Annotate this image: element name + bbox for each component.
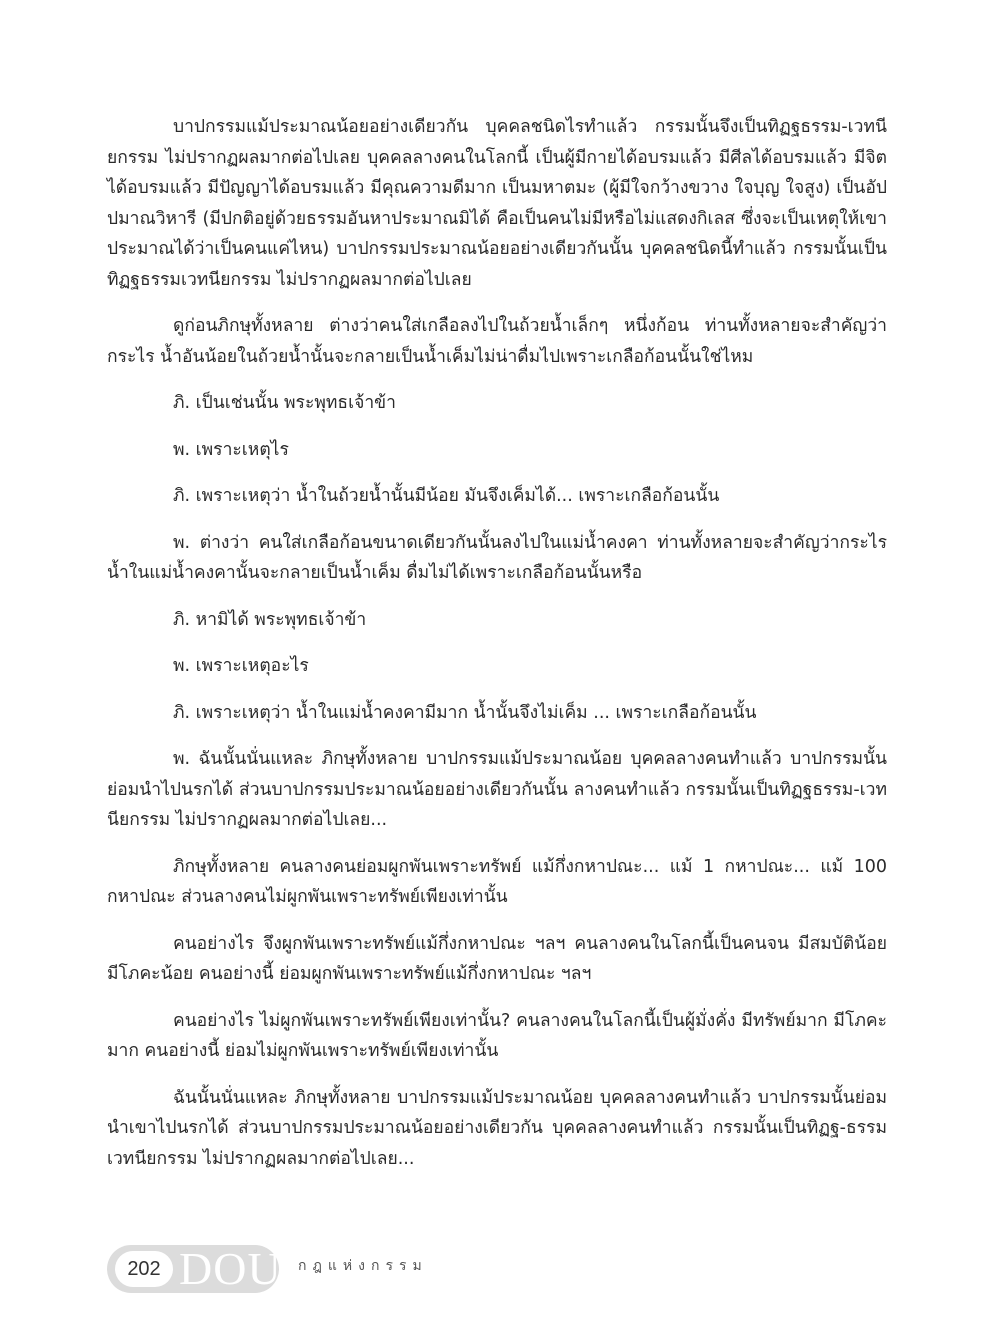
dialogue-line: ภิ. เพราะเหตุว่า น้ำในแม่น้ำคงคามีมาก น้ำนั้นจึงไม่เค็ม ... เพราะเกลือก้อนนั้น bbox=[173, 702, 757, 723]
dialogue-line: ภิ. หามิได้ พระพุทธเจ้าข้า bbox=[173, 609, 367, 630]
dialogue-line: พ. เพราะเหตุไร bbox=[173, 439, 289, 460]
paragraph: คนอย่างไร ไม่ผูกพันเพราะทรัพย์เพียงเท่านั้น? คนลางคนในโลกนี้เป็นผู้มั่งคั่ง มีทรัพย์มาก มีโภคะมาก คนอย่างนี้ ย่อมไม่ผูกพันเพราะทรัพย์เพียงเท่านั้น bbox=[107, 1010, 887, 1061]
dou-logo: DOU bbox=[179, 1243, 282, 1294]
paragraph: ดูก่อนภิกษุทั้งหลาย ต่างว่าคนใส่เกลือลงไปในถ้วยน้ำเล็กๆ หนึ่งก้อน ท่านทั้งหลายจะสำคัญว่ากระไร น้ำอันน้อยในถ้วยน้ำนั้นจะกลายเป็นน้ำเค็มไม่น่าดื่มไปเพราะเกลือก้อนนั้นใช่ไหม bbox=[107, 316, 887, 367]
page-body bbox=[107, 112, 887, 1190]
book-title: กฎแห่งกรรม bbox=[298, 1258, 428, 1274]
page-footer bbox=[107, 1245, 287, 1293]
paragraph: พ. ต่างว่า คนใส่เกลือก้อนขนาดเดียวกันนั้นลงไปในแม่น้ำคงคา ท่านทั้งหลายจะสำคัญว่ากระไร น้ำในแม่น้ำคงคานั้นจะกลายเป็นน้ำเค็ม ดื่มไม่ได้เพราะเกลือก้อนนั้นหรือ bbox=[107, 532, 887, 583]
page-number: 202 bbox=[115, 1251, 173, 1287]
dialogue-line: ภิ. เพราะเหตุว่า น้ำในถ้วยน้ำนั้นมีน้อย มันจึงเค็มได้... เพราะเกลือก้อนนั้น bbox=[173, 486, 720, 506]
paragraph: คนอย่างไร จึงผูกพันเพราะทรัพย์แม้กึ่งกหาปณะ ฯลฯ คนลางคนในโลกนี้เป็นคนจน มีสมบัติน้อย มีโภคะน้อย คนอย่างนี้ ย่อมผูกพันเพราะทรัพย์แม้กึ่งกหาปณะ ฯลฯ bbox=[107, 933, 887, 984]
dialogue-line: พ. เพราะเหตุอะไร bbox=[173, 656, 309, 676]
paragraph: พ. ฉันนั้นนั่นแหละ ภิกษุทั้งหลาย บาปกรรมแม้ประมาณน้อย บุคคลลางคนทำแล้ว บาปกรรมนั้นย่อมนำไปนรกได้ ส่วนบาปกรรมประมาณน้อยอย่างเดียวกันนั้น ลางคนทำแล้ว กรรมนั้นเป็นทิฏฐธรรม-เวทนียกรรม ไม่ปรากฏผลมากต่อไปเลย... bbox=[107, 749, 887, 830]
paragraph: บาปกรรมแม้ประมาณน้อยอย่างเดียวกัน บุคคลชนิดไรทำแล้ว กรรมนั้นจึงเป็นทิฏฐธรรม-เวทนียกรรม ไม่ปรากฏผลมากต่อไปเลย บุคคลลางคนในโลกนี้ เป็นผู้มีกายได้อบรมแล้ว มีศีลได้อบรมแล้ว มีจิตได้อบรมแล้ว มีปัญญาได้อบรมแล้ว มีคุณความดีมาก เป็นมหาตมะ (ผู้มีใจกว้างขวาง ใจบุญ ใจสูง) เป็นอัปปมาณวิหารี (มีปกติอยู่ด้วยธรรมอันหาประมาณมิได้ คือเป็นคนไม่มีหรือไม่แสดงกิเลส ซึ่งจะเป็นเหตุให้เขาประมาณได้ว่าเป็นคนแค่ไหน) บาปกรรมประมาณน้อยอย่างเดียวกันนั้น บุคคลชนิดนี้ทำแล้ว กรรมนั้นเป็นทิฏฐธรรมเวทนียกรรม ไม่ปรากฏผลมากต่อไปเลย bbox=[107, 117, 887, 290]
paragraph: ฉันนั้นนั่นแหละ ภิกษุทั้งหลาย บาปกรรมแม้ประมาณน้อย บุคคลลางคนทำแล้ว บาปกรรมนั้นย่อมนำเขาไปนรกได้ ส่วนบาปกรรมประมาณน้อยอย่างเดียวกัน บุคคลลางคนทำแล้ว กรรมนั้นเป็นทิฏฐ-ธรรมเวทนียกรรม ไม่ปรากฏผลมากต่อไปเลย... bbox=[107, 1087, 887, 1169]
paragraph: ภิกษุทั้งหลาย คนลางคนย่อมผูกพันเพราะทรัพย์ แม้กึ่งกหาปณะ... แม้ 1 กหาปณะ... แม้ 100 กหาปณะ ส่วนลางคนไม่ผูกพันเพราะทรัพย์เพียงเท่านั้น bbox=[107, 856, 887, 907]
dialogue-line: ภิ. เป็นเช่นนั้น พระพุทธเจ้าข้า bbox=[173, 393, 396, 413]
